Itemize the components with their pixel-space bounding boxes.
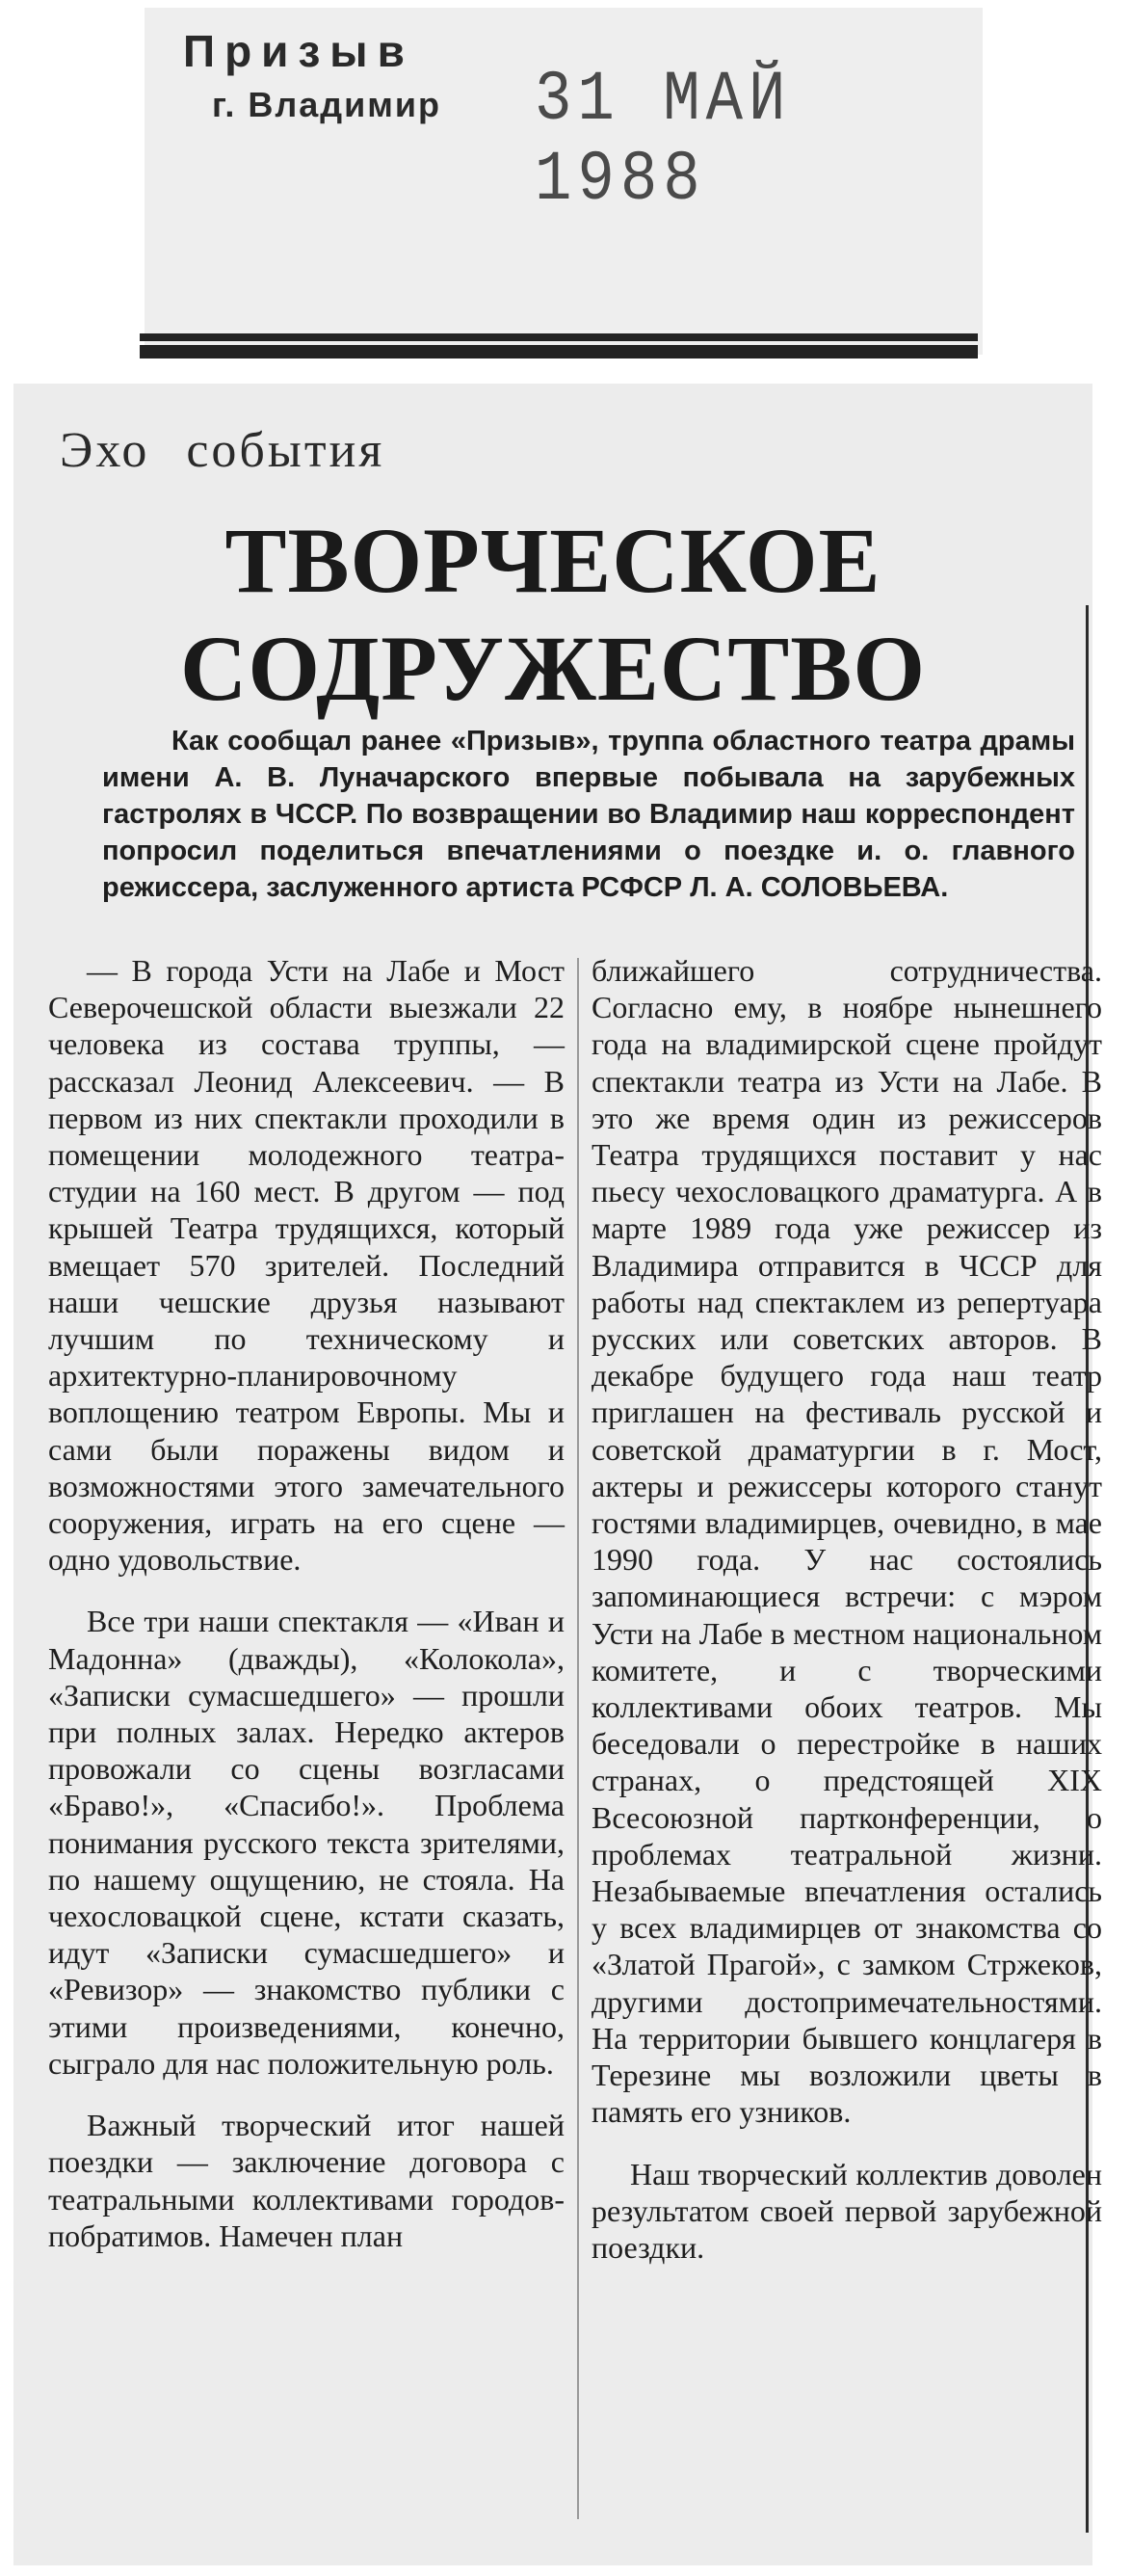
masthead-rule-thin	[140, 333, 978, 341]
masthead-clipping	[145, 8, 983, 355]
right-column	[592, 952, 1102, 2291]
newspaper-city: г. Владимир	[212, 85, 442, 124]
paragraph: Все три наши спектакля — «Иван и Мадонна» (дважды), «Колокола», «Записки сумасшедшего» — прошли при полных залах. Нередко актеров провожали со сцены возгласами «Браво!», «Спасибо!». Проблема понимания русского текста зрителями, по нашему ощущению, не стояла. На чехословацкой сцене, кстати сказать, идут «Записки сумасшедшего» и «Ревизор» — знакомство публики с этими произведениями, конечно, сыграло для нас положительную роль.	[48, 1604, 565, 2081]
left-column	[48, 952, 565, 2279]
column-divider	[577, 958, 579, 2519]
article-clipping	[13, 384, 1102, 2565]
masthead-rule-thick	[140, 345, 978, 359]
headline-line-1: ТВОРЧЕСКОЕ	[224, 509, 881, 612]
headline-line-2: СОДРУЖЕСТВО	[180, 617, 926, 720]
headline	[13, 507, 1092, 723]
lead-paragraph: Как сообщал ранее «Призыв», труппа областного театра драмы имени А. В. Луначарского впервые побывала на зарубежных гастролях в ЧССР. По возвращении во Владимир наш корреспондент попросил поделиться впечатлениями о поездке и. о. главного режиссера, заслуженного артиста РСФСР Л. А. СОЛОВЬЕВА.	[102, 726, 1075, 903]
rubric: Эхо события	[60, 423, 385, 478]
paragraph: ближайшего сотрудничества. Согласно ему, в ноябре нынешнего года на владимирской сцене пройдут спектакли театра из Усти на Лабе. В это же время один из режиссеров Театра трудящихся поставит у нас пьесу чехословацкого драматурга. А в марте 1989 года уже режиссер из Владимира отправится в ЧССР для работы над спектаклем из репертуара русских или советских авторов. В декабре будущего года наш театр приглашен на фестиваль русской и советской драматургии в г. Мост, актеры и режиссеры которого станут гостями владимирцев, очевидно, в мае 1990 года. У нас состоялись запоминающиеся встречи: с мэром Усти на Лабе в местном национальном комитете, и с творческими коллективами обоих театров. Мы беседовали о перестройке в наших странах, о предстоящей XIX Всесоюзной партконференции, о проблемах театральной жизни. Незабываемые впечатления остались у всех владимирцев от знакомства со «Златой Прагой», с замком Стржеков, другими достопримечательностями. На территории бывшего концлагеря в Терезине мы возложили цветы в память его узников.	[592, 953, 1102, 2130]
date-stamp: 31 МАЙ 1988	[535, 61, 792, 221]
paragraph: — В города Усти на Лабе и Мост Северочешской области выезжали 22 человека из состава труппы, — рассказал Леонид Алексеевич. — В первом из них спектакли проходили в помещении молодежного театра-студии на 160 мест. В другом — под крышей Театра трудящихся, который вмещает 570 зрителей. Последний наши чешские друзья называют лучшим по техническому и архитектурно-планировочному воплощению театром Европы. Мы и сами были поражены видом и возможностями этого замечательного сооружения, играть на его сцене — одно удовольствие.	[48, 953, 565, 1578]
newspaper-name: Призыв	[183, 26, 414, 76]
paragraph: Важный творческий итог нашей поездки — заключение договора с театральными коллективами городов-побратимов. Намечен план	[48, 2108, 565, 2253]
paragraph: Наш творческий коллектив доволен результатом своей первой зарубежной поездки.	[592, 2156, 1102, 2265]
